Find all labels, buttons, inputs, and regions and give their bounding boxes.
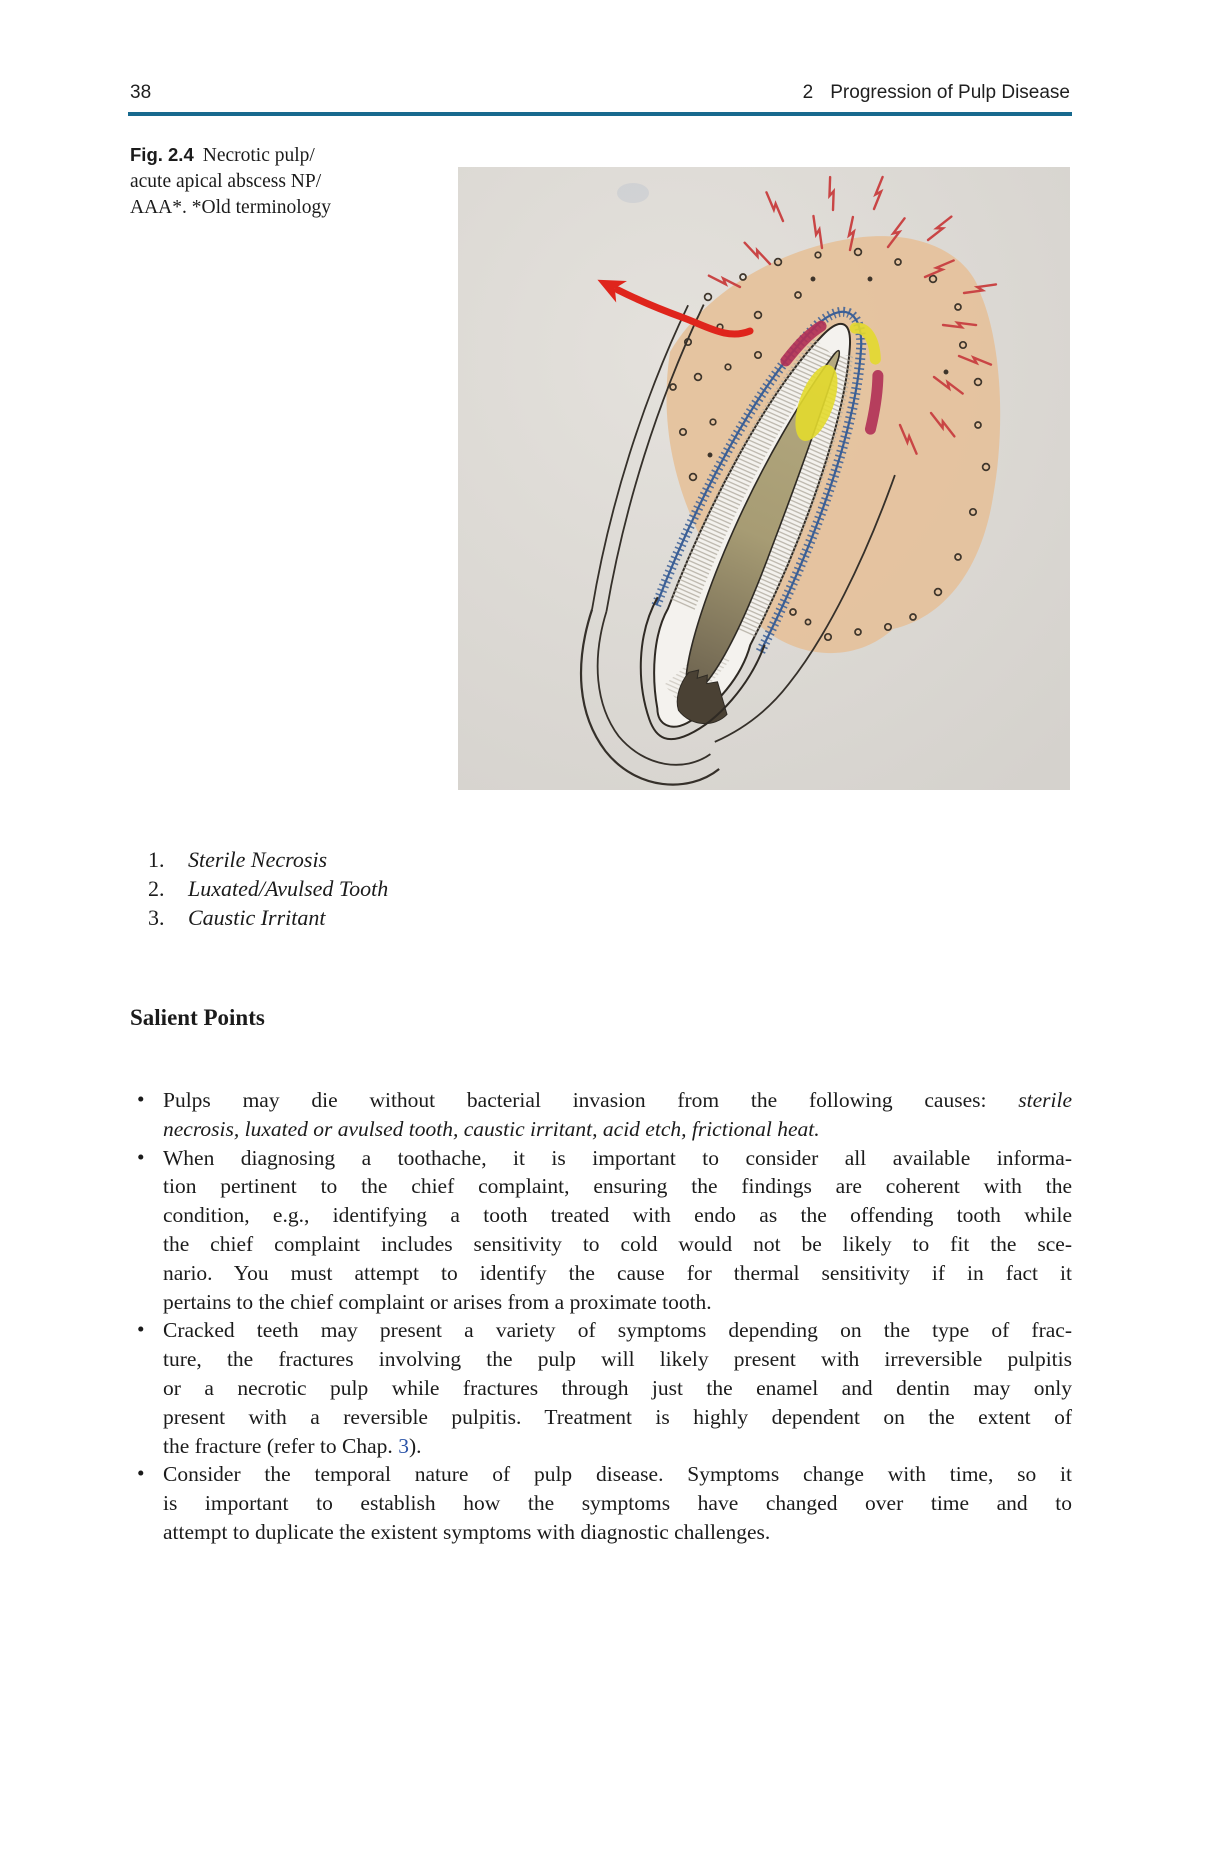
caption-line: AAA*. *Old terminology — [130, 197, 331, 218]
caption-line: Fig. 2.4 Necrotic pulp/ — [130, 144, 315, 166]
bullet-marker: • — [137, 1087, 145, 1111]
salient-points-list — [130, 1086, 1072, 1547]
paper-smudge — [617, 183, 649, 203]
header-rule — [128, 112, 1072, 116]
caption-line: acute apical abscess NP/ — [130, 171, 322, 192]
text-line: or a necrotic pulp while fractures through just the enamel and dentin may only — [163, 1375, 1072, 1400]
cause-list — [148, 845, 388, 932]
text-line: Pulps may die without bacterial invasion from the following causes: sterile — [163, 1088, 1072, 1112]
text-line: nario. You must attempt to identify the cause for thermal sensitivity if in fact it — [163, 1260, 1072, 1285]
bullet-item — [130, 1316, 1072, 1460]
list-number: 1. — [148, 847, 165, 872]
page-number: 38 — [130, 82, 152, 103]
text-line: the fracture (refer to Chap. 3). — [163, 1433, 422, 1458]
text-line: pertains to the chief complaint or arises from a proximate tooth. — [163, 1289, 712, 1314]
text-line: present with a reversible pulpitis. Treatment is highly dependent on the extent of — [163, 1404, 1072, 1429]
text-line: necrosis, luxated or avulsed tooth, caustic irritant, acid etch, frictional heat. — [163, 1116, 820, 1141]
text-line: Consider the temporal nature of pulp disease. Symptoms change with time, so it — [163, 1462, 1072, 1487]
running-head — [803, 82, 1070, 104]
text-line: is important to establish how the symptoms have changed over time and to — [163, 1491, 1072, 1516]
list-item — [148, 903, 388, 932]
list-number: 2. — [148, 876, 165, 901]
list-text: Luxated/Avulsed Tooth — [188, 876, 389, 901]
bullet-item — [130, 1460, 1072, 1546]
text-line: tion pertinent to the chief complaint, ensuring the findings are coherent with the — [163, 1174, 1072, 1199]
bullet-marker: • — [137, 1144, 145, 1169]
text-line: When diagnosing a toothache, it is important to consider all available informa- — [163, 1145, 1072, 1170]
text-line: condition, e.g., identifying a tooth treated with endo as the offending tooth while — [163, 1203, 1072, 1228]
figure-label: Fig. 2.4 — [130, 144, 194, 165]
text-line: ture, the fractures involving the pulp will likely present with irreversible pulpitis — [163, 1347, 1072, 1372]
text-line: the chief complaint includes sensitivity to cold would not be likely to fit the sce- — [163, 1231, 1072, 1256]
chapter-number: 2 — [802, 82, 814, 103]
text-line: Cracked teeth may present a variety of symptoms depending on the type of frac- — [163, 1318, 1072, 1343]
chapter-3-link[interactable]: 3 — [398, 1433, 409, 1458]
list-text: Sterile Necrosis — [188, 847, 328, 872]
bullet-marker: • — [137, 1461, 145, 1486]
list-item — [148, 874, 388, 903]
bullet-marker: • — [137, 1317, 145, 1342]
bullet-item — [130, 1086, 1072, 1144]
list-number: 3. — [148, 905, 165, 930]
bullet-item — [130, 1144, 1072, 1317]
list-text: Caustic Irritant — [188, 905, 326, 930]
chapter-title: Progression of Pulp Disease — [830, 82, 1070, 103]
figure-2-4-image — [458, 167, 1070, 790]
list-item — [148, 845, 388, 874]
salient-points-heading: Salient Points — [130, 1005, 265, 1030]
text-line: attempt to duplicate the existent symptoms with diagnostic challenges. — [163, 1519, 771, 1544]
figure-caption — [130, 142, 430, 221]
